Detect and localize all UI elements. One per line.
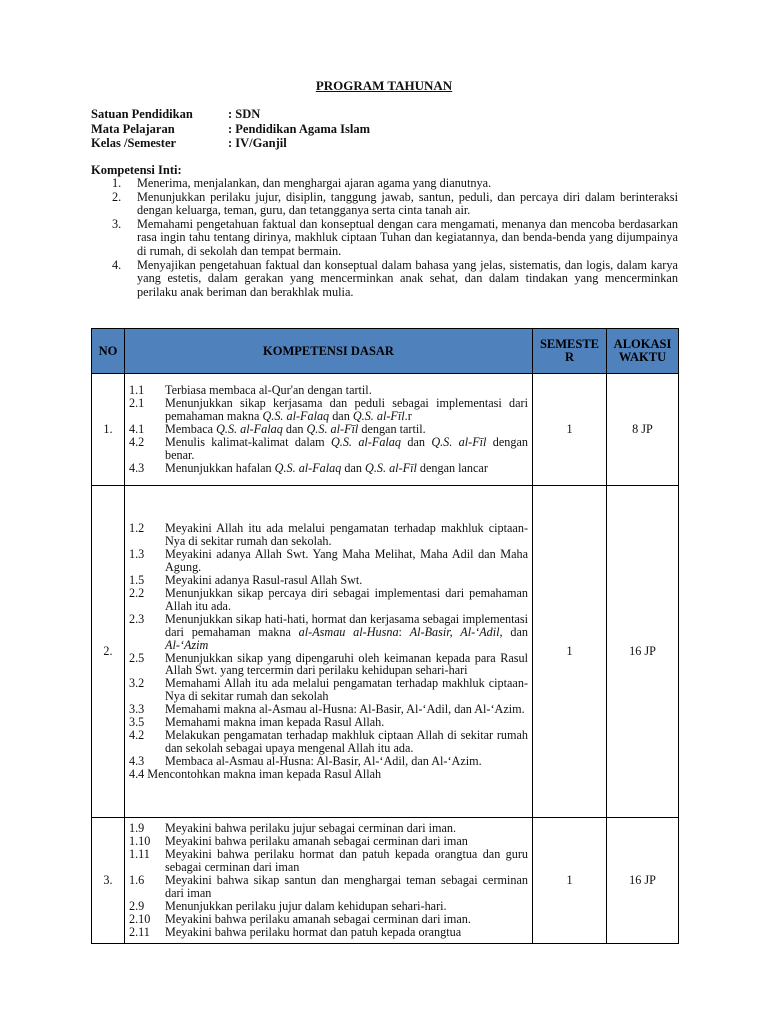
row-number: 2. — [92, 486, 125, 818]
row-number: 3. — [92, 818, 125, 944]
kd-number: 1.6 — [129, 873, 145, 888]
ki-number: 2. — [112, 189, 122, 204]
kd-number: 2.10 — [129, 911, 151, 926]
kd-text: Meyakini bahwa perilaku amanah sebagai cerminan dari iman. — [165, 911, 471, 926]
table-header-row — [92, 329, 679, 374]
kd-item — [129, 768, 528, 781]
kd-number: 4.3 — [129, 460, 145, 475]
kd-text: Memahami makna al-Asmau al-Husna: Al-Basir, Al-‘Adil, dan Al-‘Azim. — [165, 702, 525, 717]
kd-item — [129, 874, 528, 900]
kd-number: 3.3 — [129, 702, 145, 717]
ki-text: Menerima, menjalankan, dan menghargai ajaran agama yang dianutnya. — [137, 176, 492, 190]
kd-number: 2.11 — [129, 924, 150, 939]
kd-cell — [125, 486, 533, 818]
kd-number: 1.1 — [129, 383, 145, 398]
kd-text: Menunjukkan sikap kerjasama dan peduli sebagai implementasi dari pemahaman makna Q.S. al-Falaq dan Q.S. al-Fīl.r — [165, 396, 528, 424]
kd-list — [125, 521, 532, 781]
kd-item — [129, 900, 528, 913]
meta-value: : SDN — [228, 107, 261, 121]
kd-number: 1.2 — [129, 521, 145, 536]
kd-cell — [125, 374, 533, 486]
kd-text: Menunjukkan hafalan Q.S. al-Falaq dan Q.S. al-Fīl dengan lancar — [165, 460, 488, 475]
kd-item — [129, 913, 528, 926]
kd-text: Melakukan pengamatan terhadap makhluk ciptaan Allah di sekitar rumah dan sekolah sebagai upaya mengenal Allah itu ada. — [165, 727, 528, 755]
meta-row — [91, 122, 370, 137]
kd-item — [129, 755, 528, 768]
kd-number: 1.5 — [129, 573, 145, 588]
kd-item — [129, 548, 528, 574]
kd-number: 2.2 — [129, 585, 145, 600]
kd-text: Meyakini bahwa perilaku hormat dan patuh kepada orangtua dan guru sebagai cerminan dari iman — [165, 847, 528, 875]
semester-cell: 1 — [533, 818, 607, 944]
kd-item — [129, 848, 528, 874]
alokasi-cell: 8 JP — [607, 374, 679, 486]
ki-item — [112, 177, 678, 191]
kd-text: Meyakini bahwa perilaku amanah sebagai cerminan dari iman — [165, 834, 468, 849]
kd-number: 2.5 — [129, 650, 145, 665]
kd-cell — [125, 818, 533, 944]
kd-item — [129, 436, 528, 462]
ki-number: 3. — [112, 216, 122, 231]
meta-row — [91, 136, 370, 151]
kd-text: 4.4 Mencontohkan makna iman kepada Rasul Allah — [129, 766, 382, 781]
kd-item — [129, 462, 528, 475]
kd-number: 2.3 — [129, 611, 145, 626]
kd-text: Menunjukkan perilaku jujur dalam kehidupan sehari-hari. — [165, 898, 447, 913]
alokasi-cell: 16 JP — [607, 486, 679, 818]
semester-cell: 1 — [533, 486, 607, 818]
ki-list — [112, 177, 678, 299]
kd-text: Meyakini bahwa sikap santun dan menghargai teman sebagai cerminan dari iman — [165, 873, 528, 900]
meta-label: Mata Pelajaran — [91, 121, 175, 136]
kd-item — [129, 677, 528, 703]
header-semester: SEMESTE R — [533, 329, 607, 374]
kd-item — [129, 716, 528, 729]
table-row — [92, 818, 679, 944]
ki-item — [112, 191, 678, 218]
ki-text: Menyajikan pengetahuan faktual dan konseptual dalam bahasa yang jelas, sistematis, dan logis, dalam karya yang estetis, dalam gerakan yang mencerminkan anak sehat, dan dalam tindakan yang mencerminkan perilaku anak beriman dan berakhlak mulia. — [137, 257, 678, 299]
kd-text: Memahami Allah itu ada melalui pengamatan terhadap makhluk ciptaan-Nya di sekitar rumah dan sekolah — [165, 676, 528, 704]
kd-number: 1.3 — [129, 547, 145, 562]
kd-text: Menunjukkan sikap percaya diri sebagai implementasi dari pemahaman Allah itu ada. — [165, 585, 528, 613]
kd-item — [129, 652, 528, 678]
kd-item — [129, 926, 528, 939]
table-row — [92, 486, 679, 818]
kd-list — [125, 383, 532, 475]
kd-number: 2.9 — [129, 898, 145, 913]
kd-list — [125, 821, 532, 939]
kd-number: 1.9 — [129, 821, 145, 836]
kd-text: Meyakini bahwa perilaku hormat dan patuh kepada orangtua — [165, 924, 462, 939]
meta-value: : Pendidikan Agama Islam — [228, 121, 371, 136]
document-meta — [91, 107, 370, 151]
kd-text: Meyakini Allah itu ada melalui pengamatan terhadap makhluk ciptaan-Nya di sekitar rumah dan sekolah. — [165, 521, 528, 549]
kd-number: 3.5 — [129, 715, 145, 730]
kd-text: Menunjukkan sikap hati-hati, hormat dan kerjasama sebagai implementasi dari pemahaman makna al-Asmau al-Husna: Al-Basir, Al-‘Adil, dan Al-‘Azim — [165, 611, 528, 652]
ki-text: Memahami pengetahuan faktual dan konseptual dengan cara mengamati, menanya dan mencoba berdasarkan rasa ingin tahu tentang dirinya, makhluk ciptaan Tuhan dan kegiatannya, dan benda-benda yang dijumpainya di rumah, di sekolah dan tempat bermain. — [137, 216, 678, 258]
header-kompetensi-dasar: KOMPETENSI DASAR — [125, 329, 533, 374]
kd-text: Meyakini bahwa perilaku jujur sebagai cerminan dari iman. — [165, 821, 457, 836]
ki-item — [112, 259, 678, 300]
row-number: 1. — [92, 374, 125, 486]
semester-cell: 1 — [533, 374, 607, 486]
meta-value: : IV/Ganjil — [228, 136, 287, 150]
header-alokasi-waktu: ALOKASI WAKTU — [607, 329, 679, 374]
kd-number: 4.3 — [129, 753, 145, 768]
kd-text: Menulis kalimat-kalimat dalam Q.S. al-Falaq dan Q.S. al-Fīl dengan benar. — [165, 434, 528, 462]
table-row — [92, 374, 679, 486]
kd-item — [129, 613, 528, 652]
meta-row — [91, 107, 370, 122]
kd-item — [129, 587, 528, 613]
ki-number: 4. — [112, 257, 122, 272]
kd-text: Membaca al-Asmau al-Husna: Al-Basir, Al-‘Adil, dan Al-‘Azim. — [165, 753, 482, 768]
kd-number: 1.10 — [129, 834, 151, 849]
kd-text: Meyakini adanya Rasul-rasul Allah Swt. — [165, 573, 363, 588]
kd-text: Memahami makna iman kepada Rasul Allah. — [165, 715, 385, 730]
kd-number: 4.2 — [129, 434, 145, 449]
ki-heading: Kompetensi Inti: — [91, 163, 182, 177]
meta-label: Satuan Pendidikan — [91, 107, 193, 121]
kd-number: 4.2 — [129, 727, 145, 742]
header-no: NO — [92, 329, 125, 374]
page-title: PROGRAM TAHUNAN — [315, 78, 453, 93]
kd-number: 2.1 — [129, 396, 145, 411]
kd-item — [129, 397, 528, 423]
kd-number: 3.2 — [129, 676, 145, 691]
kd-text: Menunjukkan sikap yang dipengaruhi oleh keimanan kepada para Rasul Allah Swt. yang tercermin dari perilaku kehidupan sehari-hari — [165, 650, 528, 678]
kd-table — [91, 328, 679, 944]
kd-number: 1.11 — [129, 847, 150, 862]
meta-label: Kelas /Semester — [91, 136, 177, 150]
kd-text: Terbiasa membaca al-Qur'an dengan tartil. — [165, 383, 372, 398]
kd-number: 4.1 — [129, 422, 145, 437]
kd-text: Meyakini adanya Allah Swt. Yang Maha Melihat, Maha Adil dan Maha Agung. — [165, 547, 528, 575]
ki-text: Menunjukkan perilaku jujur, disiplin, tanggung jawab, santun, peduli, dan percaya diri dalam berinteraksi dengan keluarga, teman, guru, dan tetangganya serta cinta tanah air. — [137, 189, 678, 218]
alokasi-cell: 16 JP — [607, 818, 679, 944]
kd-text: Membaca Q.S. al-Falaq dan Q.S. al-Fīl dengan tartil. — [165, 422, 426, 437]
kd-item — [129, 729, 528, 755]
kd-item — [129, 522, 528, 548]
ki-item — [112, 218, 678, 259]
ki-number: 1. — [112, 176, 122, 190]
